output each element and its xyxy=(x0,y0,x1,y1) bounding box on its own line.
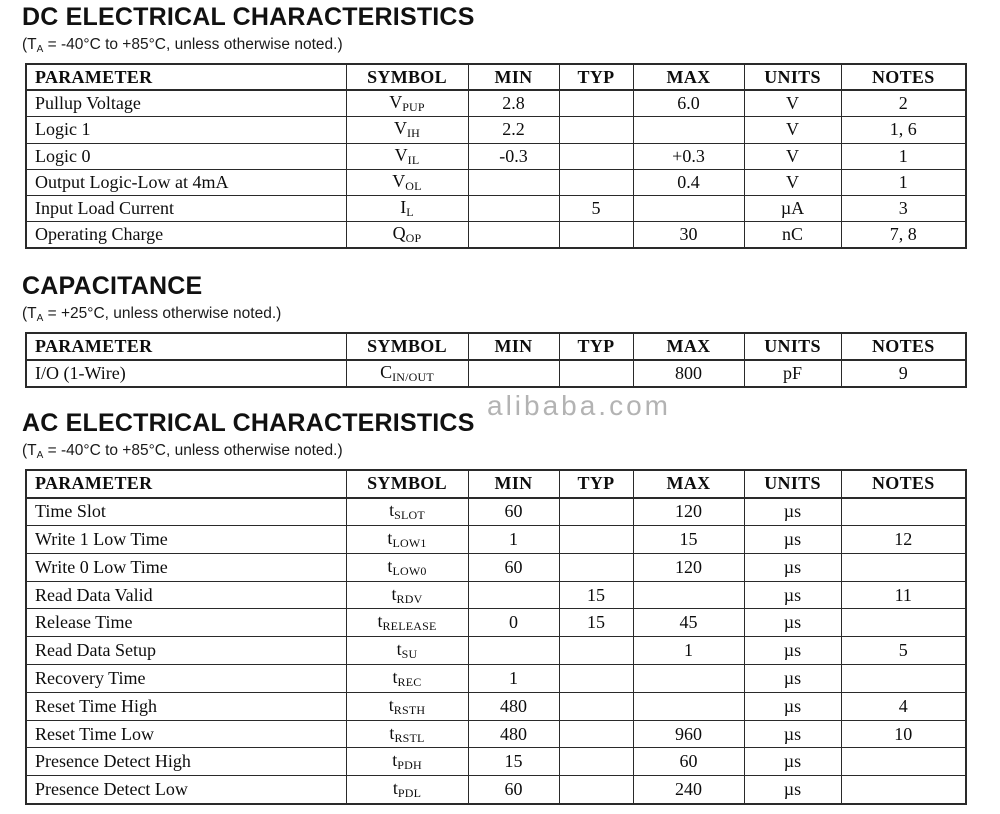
symbol-subscript: RSTL xyxy=(394,730,425,745)
cell-max: 60 xyxy=(633,748,744,776)
cell-min: 15 xyxy=(468,748,559,776)
condition-subscript: A xyxy=(36,44,44,55)
symbol-subscript: OP xyxy=(405,231,422,246)
symbol-base: t xyxy=(392,777,398,798)
cell-typ xyxy=(559,117,633,143)
cell-typ xyxy=(559,553,633,581)
table-row xyxy=(26,360,966,387)
cell-max: +0.3 xyxy=(633,143,744,169)
symbol-base: t xyxy=(388,694,394,715)
cell-parameter: Operating Charge xyxy=(26,222,346,249)
cell-symbol xyxy=(346,748,468,776)
cell-parameter: Reset Time Low xyxy=(26,720,346,748)
column-header-symbol: SYMBOL xyxy=(346,64,468,90)
section-ac-electrical xyxy=(22,408,1000,805)
cell-notes xyxy=(841,748,966,776)
condition-suffix: = -40°C to +85°C, unless otherwise noted.) xyxy=(43,36,343,53)
cell-parameter: Read Data Valid xyxy=(26,581,346,609)
column-header-typ: TYP xyxy=(559,64,633,90)
table-row xyxy=(26,526,966,554)
cell-typ xyxy=(559,222,633,249)
column-header-parameter: PARAMETER xyxy=(26,64,346,90)
cell-min: 480 xyxy=(468,720,559,748)
cell-units: µs xyxy=(744,637,841,665)
symbol-base: I xyxy=(400,197,407,218)
section-title-ac: AC ELECTRICAL CHARACTERISTICS xyxy=(22,408,475,437)
symbol-subscript: PDL xyxy=(397,785,422,800)
symbol-base: V xyxy=(392,171,406,192)
cell-max: 960 xyxy=(633,720,744,748)
cell-min: -0.3 xyxy=(468,143,559,169)
symbol-subscript: SU xyxy=(401,647,418,662)
column-header-parameter: PARAMETER xyxy=(26,470,346,498)
cell-parameter: Input Load Current xyxy=(26,196,346,222)
cell-units: µs xyxy=(744,581,841,609)
cell-typ xyxy=(559,692,633,720)
cell-symbol xyxy=(346,360,468,387)
symbol-subscript: RSTH xyxy=(393,702,426,717)
table-row xyxy=(26,90,966,117)
section-capacitance xyxy=(22,271,1000,388)
table-row xyxy=(26,692,966,720)
cell-notes xyxy=(841,609,966,637)
cell-notes: 9 xyxy=(841,360,966,387)
cell-notes: 5 xyxy=(841,637,966,665)
cell-symbol xyxy=(346,117,468,143)
table-row xyxy=(26,117,966,143)
cell-min: 2.2 xyxy=(468,117,559,143)
symbol-subscript: RDV xyxy=(396,591,423,606)
cell-typ xyxy=(559,90,633,117)
symbol-base: V xyxy=(394,144,408,165)
symbol-base: t xyxy=(396,639,402,660)
cell-symbol xyxy=(346,498,468,526)
cell-units: V xyxy=(744,169,841,195)
symbol-base: Q xyxy=(392,223,406,244)
cell-min: 1 xyxy=(468,665,559,693)
cell-parameter: Output Logic-Low at 4mA xyxy=(26,169,346,195)
symbol-subscript: SLOT xyxy=(394,508,425,523)
cell-parameter: Logic 0 xyxy=(26,143,346,169)
cell-max: 1 xyxy=(633,637,744,665)
symbol-base: t xyxy=(377,611,383,632)
condition-subscript: A xyxy=(36,449,44,461)
cell-typ xyxy=(559,665,633,693)
cell-notes: 1 xyxy=(841,169,966,195)
table-row xyxy=(26,196,966,222)
cell-parameter: Pullup Voltage xyxy=(26,90,346,117)
cell-parameter: Logic 1 xyxy=(26,117,346,143)
symbol-subscript: IN/OUT xyxy=(392,369,434,384)
cell-units: µs xyxy=(744,720,841,748)
header-row xyxy=(26,64,966,90)
cell-units: µs xyxy=(744,553,841,581)
cell-parameter: Release Time xyxy=(26,609,346,637)
symbol-base: t xyxy=(387,527,393,548)
column-header-max: MAX xyxy=(633,333,744,360)
cell-max: 45 xyxy=(633,609,744,637)
cell-units: V xyxy=(744,143,841,169)
symbol-base: t xyxy=(387,555,393,576)
column-header-max: MAX xyxy=(633,64,744,90)
column-header-parameter: PARAMETER xyxy=(26,333,346,360)
section-condition-capacitance xyxy=(22,304,1000,328)
symbol-subscript: L xyxy=(406,205,414,220)
cell-symbol xyxy=(346,222,468,249)
cell-notes xyxy=(841,553,966,581)
condition-suffix: = +25°C, unless otherwise noted.) xyxy=(43,305,282,323)
cell-max xyxy=(633,117,744,143)
cell-max: 240 xyxy=(633,776,744,804)
cell-min: 1 xyxy=(468,526,559,554)
column-header-max: MAX xyxy=(633,470,744,498)
cell-units: µs xyxy=(744,692,841,720)
cell-notes xyxy=(841,498,966,526)
cell-notes: 7, 8 xyxy=(841,222,966,249)
column-header-units: UNITS xyxy=(744,470,841,498)
condition-prefix: (T xyxy=(22,305,37,323)
cell-max: 6.0 xyxy=(633,90,744,117)
capacitance-table xyxy=(25,332,967,388)
column-header-min: MIN xyxy=(468,64,559,90)
cell-notes: 2 xyxy=(841,90,966,117)
column-header-notes: NOTES xyxy=(841,333,966,360)
cell-notes: 11 xyxy=(841,581,966,609)
cell-units: µs xyxy=(744,498,841,526)
table-row xyxy=(26,498,966,526)
section-dc-electrical xyxy=(22,2,1000,249)
cell-max: 15 xyxy=(633,526,744,554)
cell-max xyxy=(633,581,744,609)
header-row xyxy=(26,333,966,360)
cell-min xyxy=(468,222,559,249)
symbol-subscript: PDH xyxy=(397,758,422,773)
cell-max: 120 xyxy=(633,553,744,581)
cell-min: 60 xyxy=(468,553,559,581)
column-header-symbol: SYMBOL xyxy=(346,470,468,498)
symbol-subscript: IH xyxy=(406,126,421,141)
cell-symbol xyxy=(346,526,468,554)
table-row xyxy=(26,222,966,249)
cell-max: 120 xyxy=(633,498,744,526)
cell-notes xyxy=(841,665,966,693)
cell-parameter: Write 1 Low Time xyxy=(26,526,346,554)
cell-units: V xyxy=(744,90,841,117)
column-header-units: UNITS xyxy=(744,333,841,360)
cell-notes: 3 xyxy=(841,196,966,222)
cell-symbol xyxy=(346,665,468,693)
cell-notes: 4 xyxy=(841,692,966,720)
cell-min xyxy=(468,637,559,665)
section-title-dc: DC ELECTRICAL CHARACTERISTICS xyxy=(22,3,475,31)
symbol-base: V xyxy=(389,92,403,113)
cell-parameter: Presence Detect Low xyxy=(26,776,346,804)
table-row xyxy=(26,776,966,804)
column-header-symbol: SYMBOL xyxy=(346,333,468,360)
cell-max xyxy=(633,196,744,222)
table-row xyxy=(26,169,966,195)
cell-symbol xyxy=(346,196,468,222)
cell-parameter: Presence Detect High xyxy=(26,748,346,776)
cell-symbol xyxy=(346,692,468,720)
cell-symbol xyxy=(346,553,468,581)
symbol-base: C xyxy=(380,361,393,382)
table-row xyxy=(26,748,966,776)
symbol-subscript: IL xyxy=(407,152,420,167)
column-header-notes: NOTES xyxy=(841,64,966,90)
table-row xyxy=(26,553,966,581)
cell-typ xyxy=(559,360,633,387)
symbol-subscript: LOW1 xyxy=(392,535,427,550)
cell-typ: 15 xyxy=(559,609,633,637)
cell-min: 480 xyxy=(468,692,559,720)
cell-units: µA xyxy=(744,196,841,222)
cell-max xyxy=(633,665,744,693)
cell-symbol xyxy=(346,169,468,195)
cell-notes: 1, 6 xyxy=(841,117,966,143)
cell-max: 800 xyxy=(633,360,744,387)
cell-typ xyxy=(559,169,633,195)
cell-units: pF xyxy=(744,360,841,387)
cell-units: µs xyxy=(744,526,841,554)
header-row xyxy=(26,470,966,498)
symbol-subscript: REC xyxy=(397,674,422,689)
cell-min xyxy=(468,581,559,609)
cell-min: 60 xyxy=(468,498,559,526)
symbol-base: t xyxy=(389,500,395,521)
table-row xyxy=(26,720,966,748)
cell-notes xyxy=(841,776,966,804)
cell-units: µs xyxy=(744,748,841,776)
column-header-min: MIN xyxy=(468,333,559,360)
table-row xyxy=(26,665,966,693)
condition-subscript: A xyxy=(36,313,44,325)
symbol-base: t xyxy=(392,666,398,687)
table-row xyxy=(26,581,966,609)
cell-min: 2.8 xyxy=(468,90,559,117)
cell-symbol xyxy=(346,143,468,169)
cell-min xyxy=(468,360,559,387)
cell-min: 0 xyxy=(468,609,559,637)
column-header-typ: TYP xyxy=(559,470,633,498)
section-condition-ac xyxy=(22,441,1000,465)
condition-prefix: (T xyxy=(22,441,37,459)
table-row xyxy=(26,637,966,665)
column-header-notes: NOTES xyxy=(841,470,966,498)
section-condition-dc xyxy=(22,35,1000,59)
cell-parameter: Reset Time High xyxy=(26,692,346,720)
cell-typ xyxy=(559,776,633,804)
cell-symbol xyxy=(346,720,468,748)
cell-units: µs xyxy=(744,609,841,637)
cell-typ: 5 xyxy=(559,196,633,222)
cell-symbol xyxy=(346,776,468,804)
symbol-base: t xyxy=(391,583,397,604)
section-title-capacitance: CAPACITANCE xyxy=(22,272,203,301)
cell-notes: 1 xyxy=(841,143,966,169)
cell-symbol xyxy=(346,609,468,637)
cell-typ xyxy=(559,720,633,748)
cell-min: 60 xyxy=(468,776,559,804)
cell-parameter: I/O (1-Wire) xyxy=(26,360,346,387)
table-row xyxy=(26,609,966,637)
cell-parameter: Recovery Time xyxy=(26,665,346,693)
cell-units: µs xyxy=(744,665,841,693)
cell-typ xyxy=(559,637,633,665)
ac-characteristics-table xyxy=(25,469,967,805)
condition-prefix: (T xyxy=(22,36,37,53)
cell-typ xyxy=(559,498,633,526)
cell-typ xyxy=(559,526,633,554)
cell-max: 0.4 xyxy=(633,169,744,195)
symbol-base: V xyxy=(393,118,407,139)
cell-units: nC xyxy=(744,222,841,249)
cell-parameter: Time Slot xyxy=(26,498,346,526)
symbol-subscript: LOW0 xyxy=(392,563,427,578)
cell-min xyxy=(468,169,559,195)
cell-notes: 12 xyxy=(841,526,966,554)
cell-units: V xyxy=(744,117,841,143)
cell-units: µs xyxy=(744,776,841,804)
cell-parameter: Read Data Setup xyxy=(26,637,346,665)
column-header-units: UNITS xyxy=(744,64,841,90)
cell-symbol xyxy=(346,581,468,609)
symbol-base: t xyxy=(392,750,398,771)
symbol-subscript: RELEASE xyxy=(382,619,437,634)
cell-parameter: Write 0 Low Time xyxy=(26,553,346,581)
cell-notes: 10 xyxy=(841,720,966,748)
cell-typ: 15 xyxy=(559,581,633,609)
condition-suffix: = -40°C to +85°C, unless otherwise noted.) xyxy=(43,441,343,459)
cell-typ xyxy=(559,748,633,776)
cell-max: 30 xyxy=(633,222,744,249)
symbol-subscript: OL xyxy=(405,179,422,194)
dc-characteristics-table xyxy=(25,63,967,249)
cell-symbol xyxy=(346,637,468,665)
cell-typ xyxy=(559,143,633,169)
cell-symbol xyxy=(346,90,468,117)
table-row xyxy=(26,143,966,169)
symbol-subscript: PUP xyxy=(402,100,425,115)
column-header-min: MIN xyxy=(468,470,559,498)
cell-max xyxy=(633,692,744,720)
symbol-base: t xyxy=(389,722,395,743)
cell-min xyxy=(468,196,559,222)
watermark-text: alibaba.com xyxy=(487,390,671,421)
column-header-typ: TYP xyxy=(559,333,633,360)
